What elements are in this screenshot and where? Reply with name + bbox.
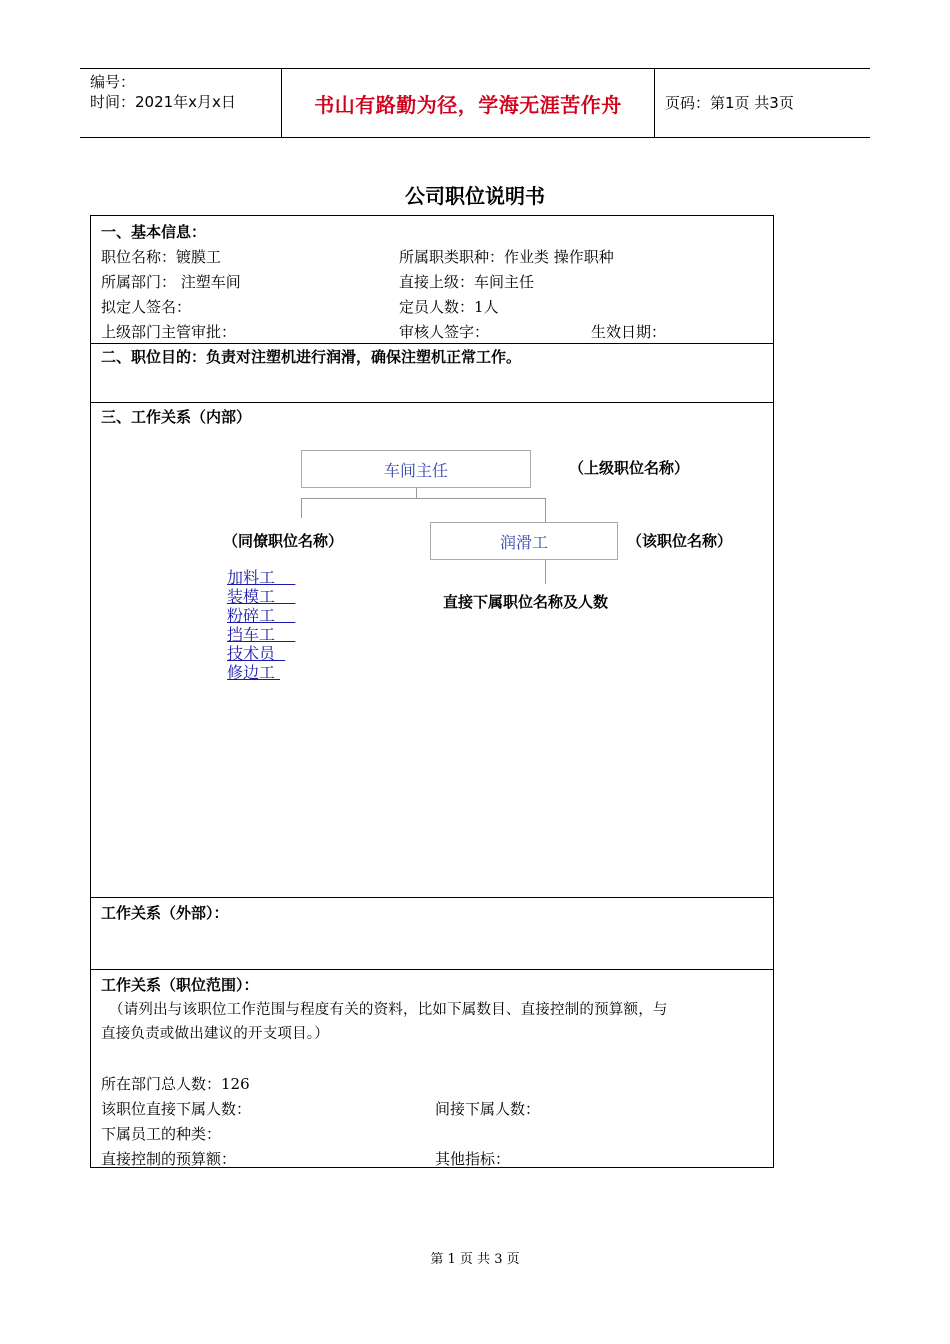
external-relations-heading: 工作关系（外部）：: [101, 904, 229, 922]
job-description-table: [90, 215, 774, 1168]
row-divider: [91, 969, 773, 970]
row-divider: [91, 897, 773, 898]
scope-instruction: （请列出与该职位工作范围与程度有关的资料，比如下属数目、直接控制的预算额，与: [109, 1002, 668, 1018]
header-motto-cell: [281, 69, 655, 137]
department: 所属部门： 注塑车间: [101, 273, 241, 291]
row-divider: [91, 402, 773, 403]
peer-link[interactable]: 修边工: [227, 663, 281, 682]
page-header: [80, 68, 870, 138]
peer-link[interactable]: 粉碎工: [227, 606, 296, 625]
staff-types: 下属员工的种类：: [101, 1125, 222, 1143]
superior-box: [301, 450, 531, 488]
connector-line: [416, 488, 417, 498]
effective-date: 生效日期：: [591, 323, 667, 341]
budget-control: 直接控制的预算额：: [101, 1150, 237, 1168]
peer-link[interactable]: 挡车工: [227, 625, 296, 644]
superior-box-label: 车间主任: [383, 460, 448, 480]
direct-superior: 直接上级：车间主任: [399, 273, 535, 291]
document-time: 时间：2021年x月x日: [90, 93, 236, 111]
direct-subordinates: 该职位直接下属人数：: [101, 1100, 252, 1118]
connector-line: [301, 498, 302, 518]
self-position-box: [430, 522, 618, 560]
scope-instruction: 直接负责或做出建议的开支项目。）: [101, 1026, 329, 1042]
peer-link[interactable]: 加料工: [227, 568, 296, 587]
row-divider: [91, 343, 773, 344]
document-title: 公司职位说明书: [405, 184, 545, 208]
motto: 书山有路勤为径，学海无涯苦作舟: [314, 92, 622, 117]
connector-line: [301, 498, 546, 499]
connector-line: [545, 498, 546, 523]
document-number: 编号：: [90, 73, 136, 91]
headcount: 定员人数：1人: [399, 298, 499, 316]
header-page-cell: [655, 69, 870, 137]
scope-heading: 工作关系（职位范围）：: [101, 976, 259, 994]
peer-note: （同僚职位名称）: [223, 532, 344, 550]
position-purpose: 二、职位目的：负责对注塑机进行润滑，确保注塑机正常工作。: [101, 348, 522, 366]
peer-link[interactable]: 装模工: [227, 587, 296, 606]
basic-info-heading: 一、基本信息：: [101, 223, 207, 241]
drafter-signature: 拟定人签名：: [101, 298, 192, 316]
header-left-cell: [80, 69, 281, 137]
self-position-box-label: 润滑工: [499, 532, 548, 552]
department-total: 所在部门总人数：126: [101, 1075, 250, 1093]
internal-relations-heading: 三、工作关系（内部）: [101, 408, 252, 426]
peer-link[interactable]: 技术员: [227, 644, 286, 663]
position-category: 所属职类职种：作业类 操作职种: [399, 248, 614, 266]
self-position-note: （该职位名称）: [627, 532, 733, 550]
supervisor-approval: 上级部门主管审批：: [101, 323, 237, 341]
superior-note: （上级职位名称）: [569, 459, 690, 477]
indirect-subordinates: 间接下属人数：: [435, 1100, 541, 1118]
subordinate-note: 直接下属职位名称及人数: [443, 593, 609, 611]
reviewer-signature: 审核人签字：: [399, 323, 490, 341]
page-indicator: 页码：第1页 共3页: [665, 94, 794, 112]
other-metrics: 其他指标：: [435, 1150, 511, 1168]
connector-line: [545, 560, 546, 584]
position-name: 职位名称：镀膜工: [101, 248, 222, 266]
page-footer: 第 1 页 共 3 页: [430, 1252, 520, 1267]
